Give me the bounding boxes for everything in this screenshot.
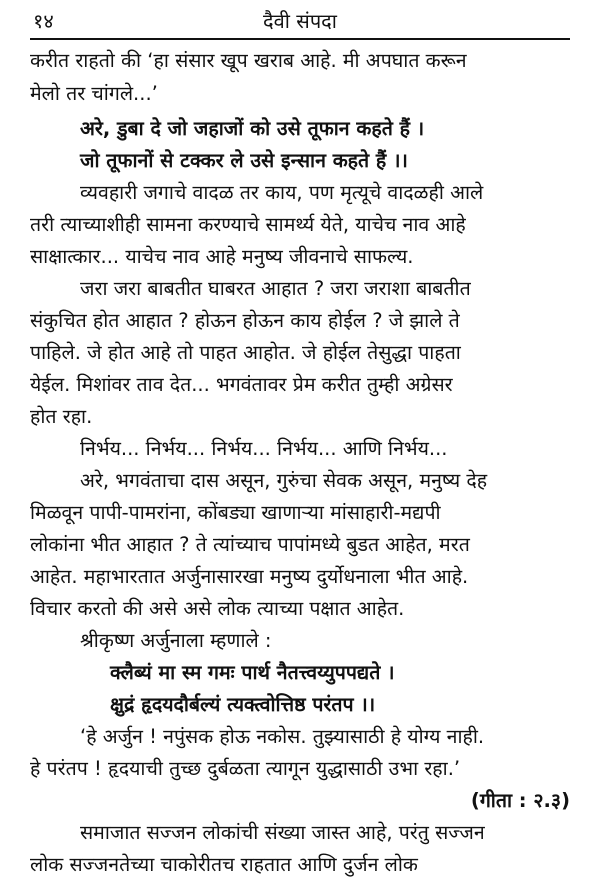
body-line: होत रहा. [30,405,93,428]
body-line: मिळवून पापी-पामरांना, कोंबड्या खाणाऱ्या मांसाहारी-मद्यपी [30,501,441,524]
body-line: लोकांना भीत आहात ? ते त्यांच्याच पापांमध्ये बुडत आहेत, मरत [30,533,470,556]
body-line: तरी त्याच्याशीही सामना करण्याचे सामर्थ्य येते, याचेच नाव आहे [30,213,466,236]
body-line: अरे, भगवंताचा दास असून, गुरुंचा सेवक असून, मनुष्य देह [80,469,488,492]
verse-translation-line: ‘हे अर्जुन ! नपुंसक होऊ नकोस. तुझ्यासाठी हे योग्य नाही. [80,725,485,748]
body-line: साक्षात्कार... याचेच नाव आहे मनुष्य जीवनाचे साफल्य. [30,245,414,268]
body-line: निर्भय... निर्भय... निर्भय... निर्भय... आणि निर्भय... [80,437,448,460]
body-line: लोक सज्जनतेच्या चाकोरीतच राहतात आणि दुर्जन लोक [30,853,418,876]
hindi-quote-line: अरे, डुबा दे जो जहाजों को उसे तूफान कहते हैं । [80,117,425,140]
body-line: जरा जरा बाबतीत घाबरत आहात ? जरा जराशा बाबतीत [80,277,471,300]
body-line: विचार करतो की असे असे लोक त्याच्या पक्षात आहेत. [30,597,405,620]
body-line: पाहिले. जे होत आहे तो पाहत आहोत. जे होईल तेसुद्धा पाहता [30,341,461,364]
header-rule [30,38,570,40]
hindi-quote-line: जो तूफानों से टक्कर ले उसे इन्सान कहते हैं ।। [80,149,408,172]
body-line: मेलो तर चांगले...’ [30,82,158,105]
sanskrit-verse-line: क्षुद्रं हृदयदौर्बल्यं त्यक्त्वोत्तिष्ठ परंतप ।। [110,693,376,716]
body-line: समाजात सज्जन लोकांची संख्या जास्त आहे, परंतु सज्जन [80,821,485,844]
page-header [0,0,600,44]
body-line: संकुचित होत आहात ? होऊन होऊन काय होईल ? जे झाले ते [30,309,460,332]
body-line: येईल. मिशांवर ताव देत... भगवंतावर प्रेम करीत तुम्ही अग्रेसर [30,373,453,396]
verse-translation-line: हे परंतप ! हृदयाची तुच्छ दुर्बळता त्यागून युद्धासाठी उभा रहा.’ [30,757,461,780]
body-line: करीत राहतो की ‘हा संसार खूप खराब आहे. मी अपघात करून [30,49,467,72]
running-title: दैवी संपदा [263,9,337,33]
body-line: श्रीकृष्ण अर्जुनाला म्हणाले : [80,629,272,652]
verse-citation: (गीता : २.३) [470,789,570,812]
body-line: व्यवहारी जगाचे वादळ तर काय, पण मृत्यूचे वादळही आले [80,181,484,204]
page-number: १४ [33,9,54,33]
sanskrit-verse-line: क्लैब्यं मा स्म गमः पार्थ नैतत्त्वय्युपपद्यते । [110,661,395,684]
body-line: आहेत. महाभारतात अर्जुनासारखा मनुष्य दुर्योधनाला भीत आहे. [30,565,469,588]
